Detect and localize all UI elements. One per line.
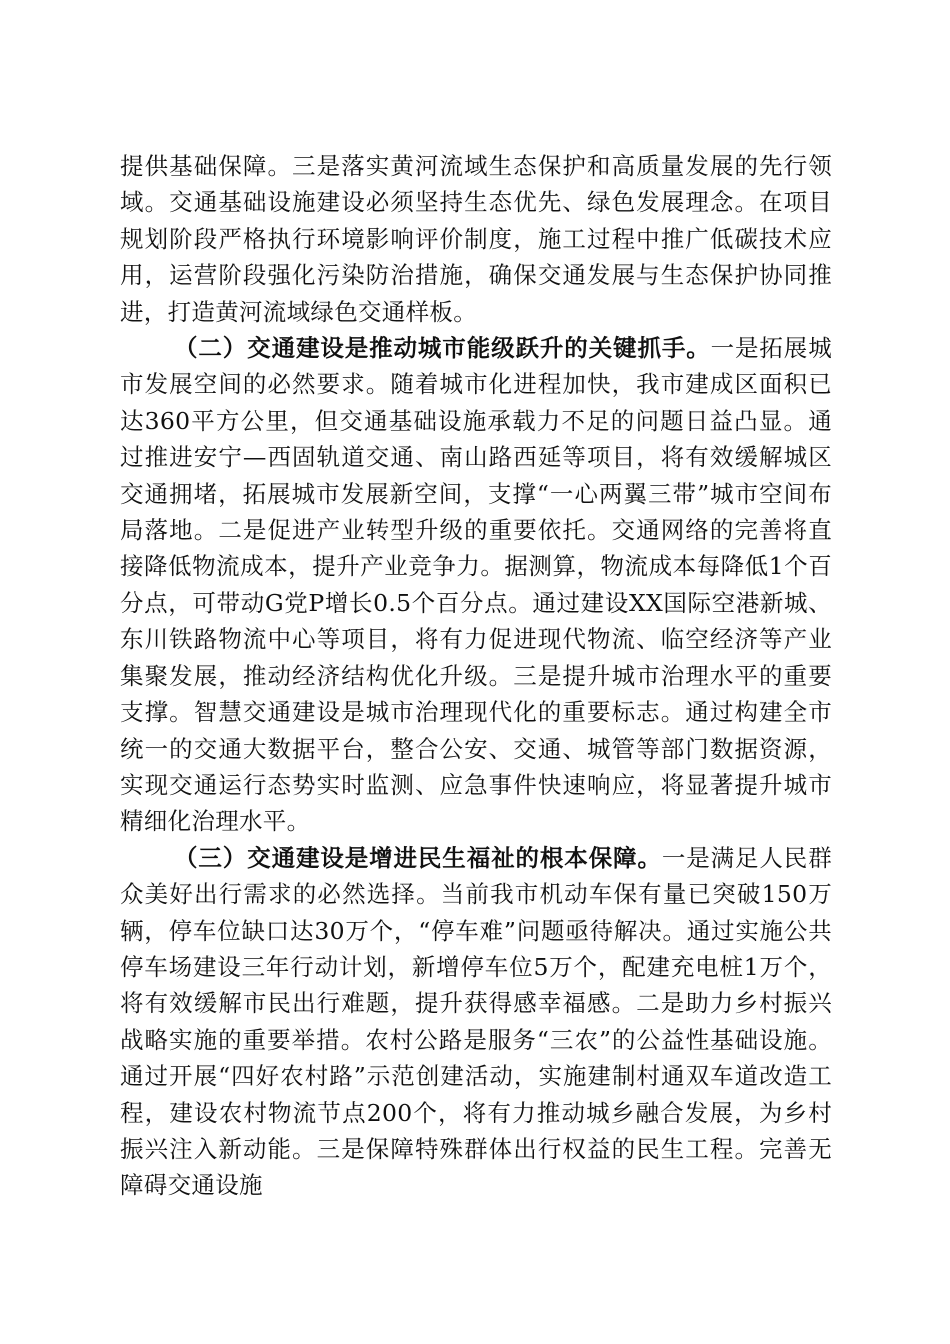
paragraph-continued	[120, 148, 832, 330]
paragraph-section-2	[120, 330, 832, 840]
paragraph-section-3	[120, 840, 832, 1204]
section-heading: （二）交通建设是推动城市能级跃升的关键抓手。	[174, 334, 711, 363]
paragraph-text: 一是拓展城市发展空间的必然要求。随着城市化进程加快，我市建成区面积已达360平方公里，但交通基础设施承载力不足的问题日益凸显。通过推进安宁—西固轨道交通、南山路西延等项目，将有效缓解城区交通拥堵，拓展城市发展新空间，支撑“一心两翼三带”城市空间布局落地。二是促进产业转型升级的重要依托。交通网络的完善将直接降低物流成本，提升产业竞争力。据测算，物流成本每降低1个百分点，可带动G党P增长0.5个百分点。通过建设XX国际空港新城、东川铁路物流中心等项目，将有力促进现代物流、临空经济等产业集聚发展，推动经济结构优化升级。三是提升城市治理水平的重要支撑。智慧交通建设是城市治理现代化的重要标志。通过构建全市统一的交通大数据平台，整合公安、交通、城管等部门数据资源，实现交通运行态势实时监测、应急事件快速响应，将显著提升城市精细化治理水平。	[120, 334, 832, 836]
document-page	[120, 148, 832, 1204]
paragraph-text: 提供基础保障。三是落实黄河流域生态保护和高质量发展的先行领域。交通基础设施建设必须坚持生态优先、绿色发展理念。在项目规划阶段严格执行环境影响评价制度，施工过程中推广低碳技术应用，运营阶段强化污染防治措施，确保交通发展与生态保护协同推进，打造黄河流域绿色交通样板。	[120, 152, 832, 326]
paragraph-text: 一是满足人民群众美好出行需求的必然选择。当前我市机动车保有量已突破150万辆，停车位缺口达30万个，“停车难”问题亟待解决。通过实施公共停车场建设三年行动计划，新增停车位5万个，配建充电桩1万个，将有效缓解市民出行难题，提升获得感幸福感。二是助力乡村振兴战略实施的重要举措。农村公路是服务“三农”的公益性基础设施。通过开展“四好农村路”示范创建活动，实施建制村通双车道改造工程，建设农村物流节点200个，将有力推动城乡融合发展，为乡村振兴注入新动能。三是保障特殊群体出行权益的民生工程。完善无障碍交通设施	[120, 843, 832, 1200]
section-heading: （三）交通建设是增进民生福祉的根本保障。	[174, 843, 662, 872]
